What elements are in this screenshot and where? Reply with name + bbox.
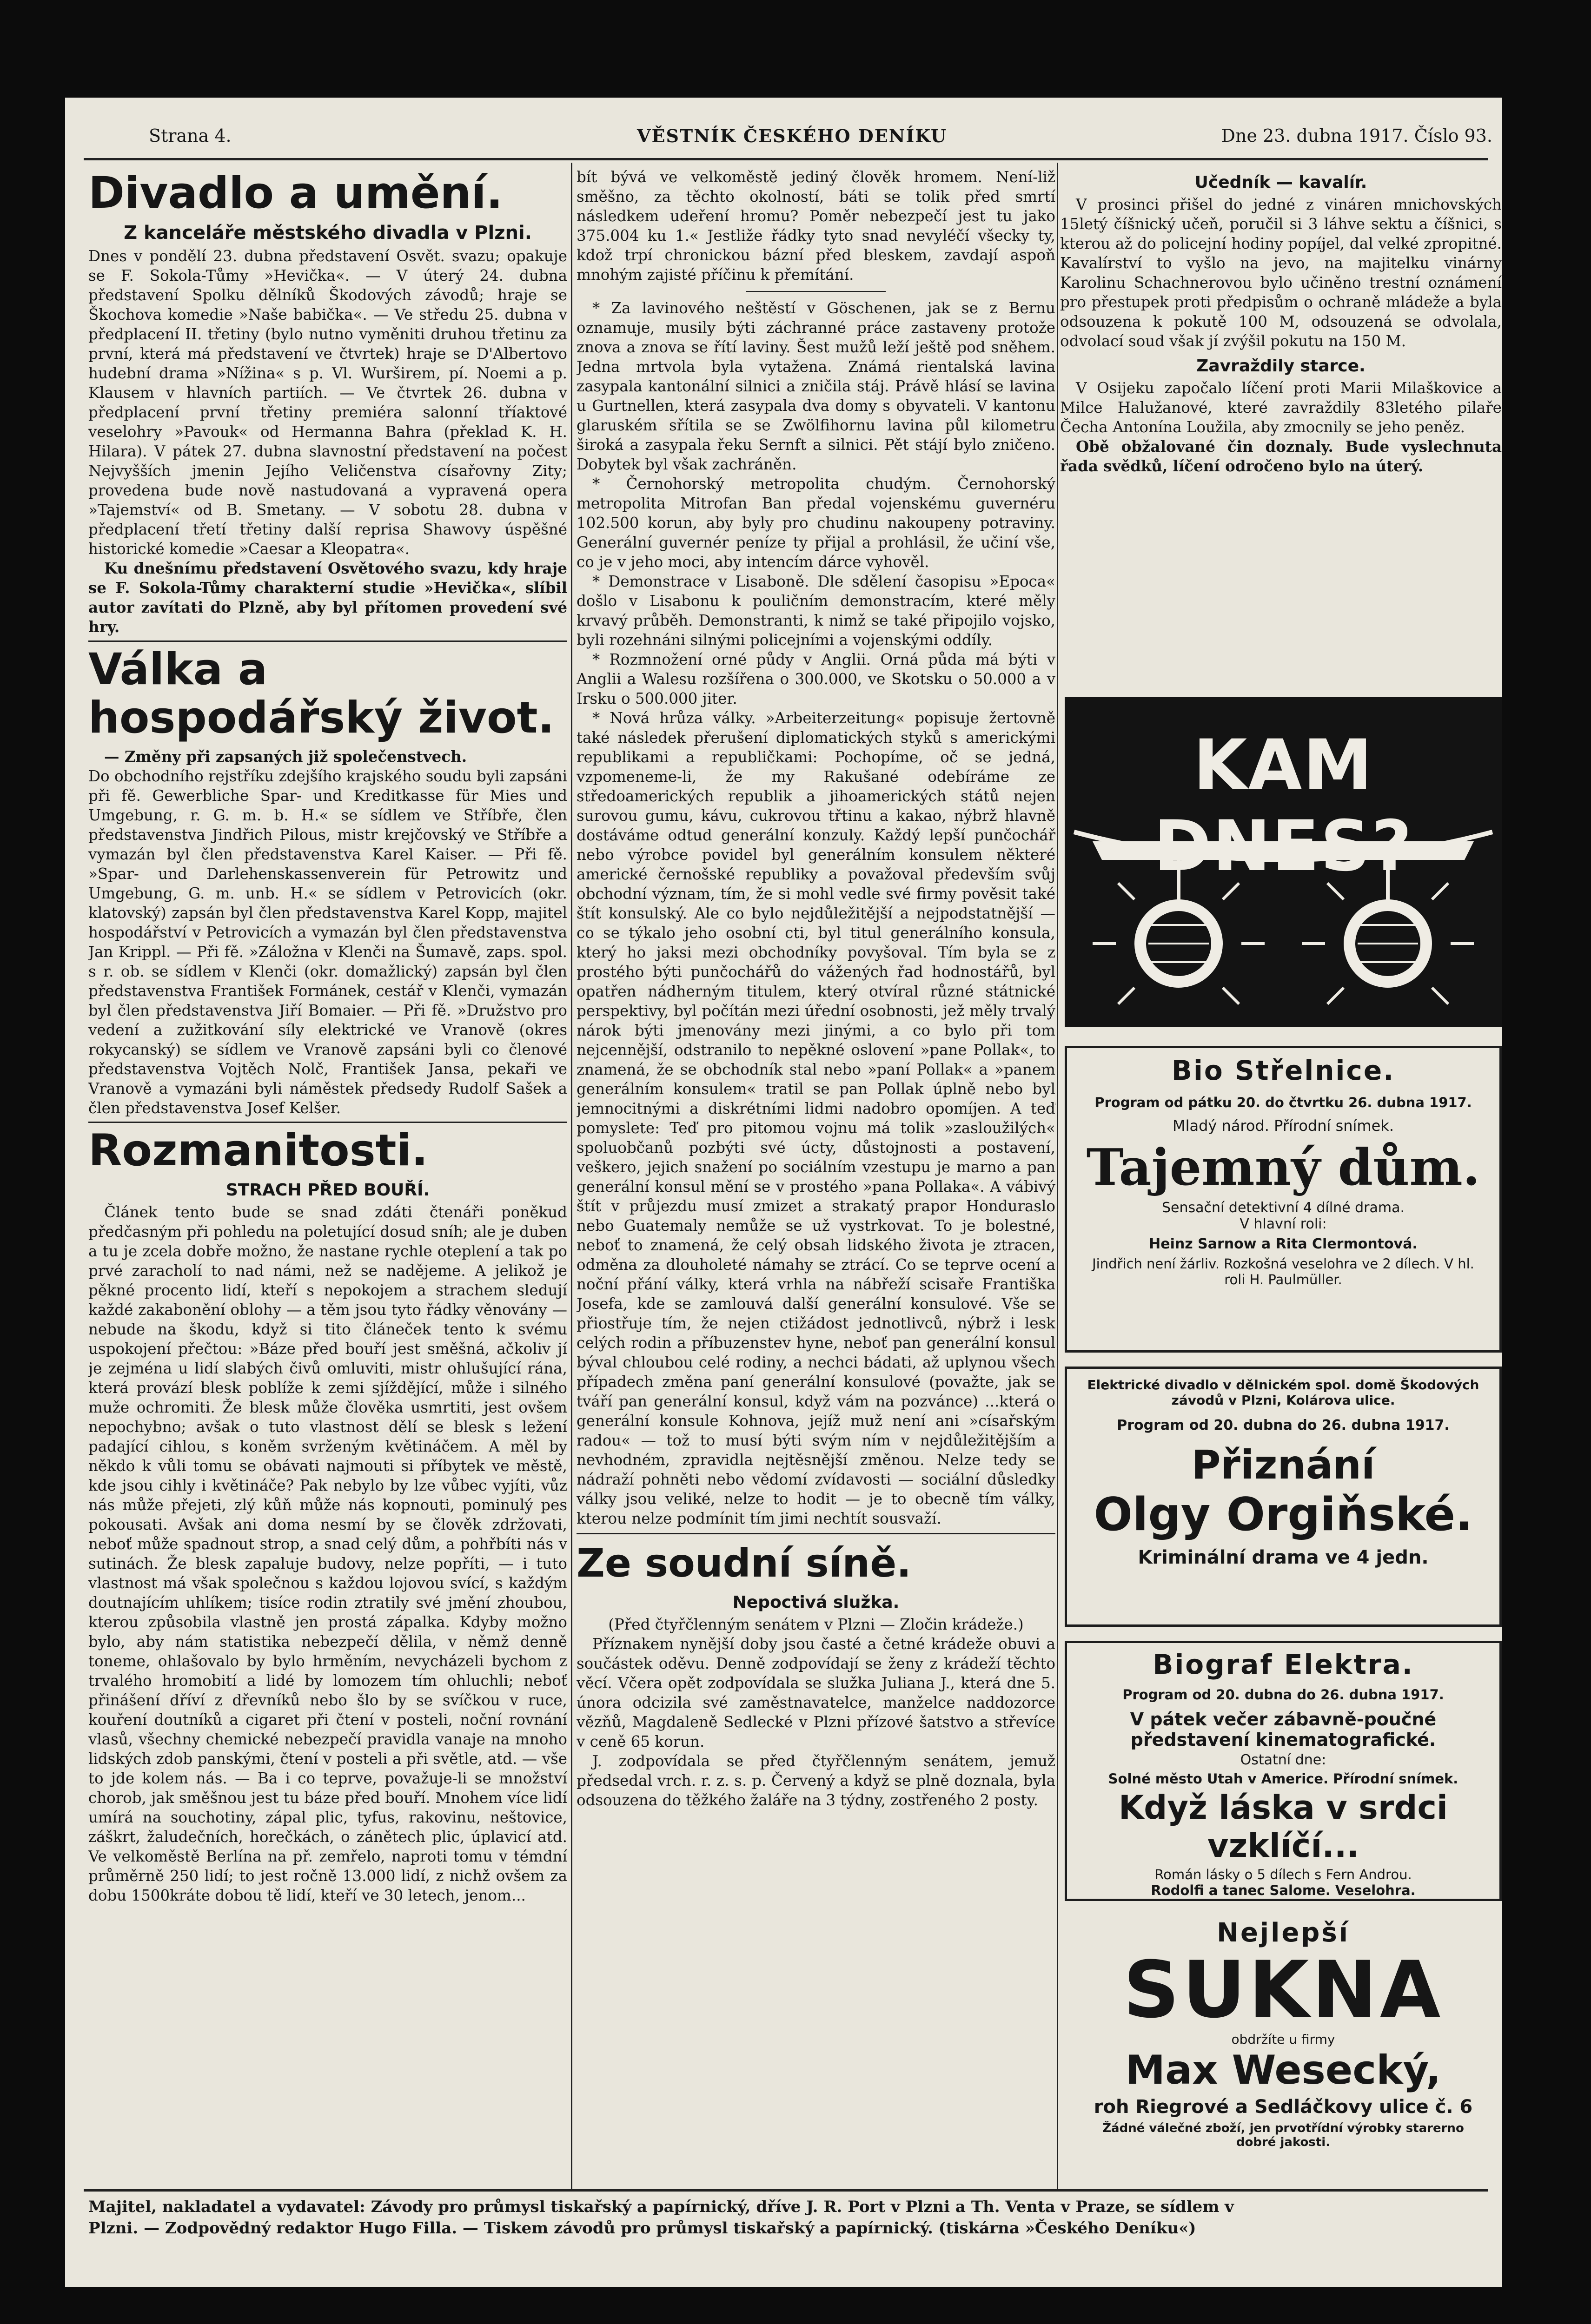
zavrazdily-text: V Osijeku započalo líčení proti Marii Milaškovice a Milce Halužanové, které zavraždily 83letého pilaře Čecha Antonína Loužila, aby zmocnily se jeho peněz. — [1060, 379, 1502, 436]
rozmanitosti-subheading: STRACH PŘED BOUŘÍ. — [225, 1181, 430, 1200]
hruza-article: * Nová hrůza války. »Arbeiterzeitung« popisuje žertovně také následek přerušení diplomatických styků s americkými republikami a republičkami: Pochopíme, oč se jedná, vzpomeneme-li, že my Rakušané odebíráme ze středoamerických republik a jihoamerických států nejen surovou gumu, kávu, cukrovou třtinu a kakao, nýbrž hlavně dostáváme odtud generální konzuly. Každý lepší punčochář nebo výrobce povidel byl generálním konsulem některé americké černošské republiky a považoval především svůj obchodní význam, tím, že si mohl vedle své firmy pověsit také štít konsulský. Ale co bylo nejdůležitější a nejpodstatnější — co se týkalo jeho osobní cti, byl titul generálního konsula, který ho jaksi mezi obchodníky povyšoval. Tím byla se z prostého býti punčochářů do vážených řad hodnostářů, byl opatřen nádherným titulem, který otvíral různé státnické perspektivy, byl počítán mezi úřední osobnosti, jež měly trvalý nárok býti jmenovány mezi jinými, a co bylo při tom nejcennější, odstranilo to nepěkné oslovení »pane Pollak«, to znamená, že se obchodník stal nebo »paní Pollak« a »panem generálním konsulem« tratil se pan Pollak úplně nebo byl jemnocitnými a diskrétními lidmi nadobro opomíjen. A teď pomyslete: Teď pro pitomou vojnu má tolik »zasloužilých« spoluobčanů pozbýti své úcty, důstojnosti a postavení, veškero, jejich snažení po sociálním vzestupu je marno a pan generální konsul mění se v prostého »pana Pollaka«. A vábivý štít v průjezdu musí zmizet a strakatý prapor Honduraslo nebo Guatemaly nemůže se už vystrkovat. To je bolestné, neboť to znamená, že celý obsah lidského života je ztracen, odměna za dlouholeté námahy se ztrácí. Co se teprve ocení a noční přání války, která vrhla na nábřeží scisaře Františka Josefa, kde se zamlouvá další generální konsulové. Vše se přiostřuje tím, že nejen ctižádost jednotlivců, nýbrž i lesk celých rodin a příbuzenstev hyne, neboť pan generální konsul býval chloubou celé rodiny, a nechci bádati, až uplynou všech případech změna paní generální konsulové (považte, jak se tváří pan generální konsul, když vám na pozvánce) ...která o generální konsule Kohnova, jejíž muž není ani »císařským radou« — tož to musí býti svým ním v nejdůležitějším a nevhodném, zpravidla nejtěsnější změnou. Nelze tedy se nádraží pohněti nebo vědomí zvídavosti — sociální důsledky války jsou veliké, nelze to hodit — je to obecně tím války, kterou nelze podmínit tím jimi nechtít sousvaží. — [577, 709, 1055, 1527]
ad-sukna — [1065, 1915, 1502, 2175]
sukna-address: roh Riegrové a Sedláčkovy ulice č. 6 — [1094, 2096, 1473, 2118]
ucednik-heading: Učedník — kavalír. — [1194, 173, 1367, 192]
sukna-mid: obdržíte u firmy — [1231, 2032, 1335, 2047]
skoda-feature-2: Olgy Orgiňské. — [1094, 1488, 1473, 1541]
page-number: Strana 4. — [149, 125, 232, 146]
lisabon-article: * Demonstrace v Lisaboně. Dle sdělení časopisu »Epoca« došlo v Lisabonu k pouličním demonstracím, které měly krvavý průběh. Demonstranti, k nimž se také připojilo vojsko, byli rozehnáni silnými policejními a vojenskými oddíly. — [577, 573, 1055, 649]
skoda-program: Program od 20. dubna do 26. dubna 1917. — [1117, 1417, 1450, 1433]
footer-line-1: Majitel, nakladatel a vydavatel: Závody pro průmysl tiskařský a papírnický, dříve J. R. Port v Plzni a Th. Venta v Praze, se sídlem v — [88, 2198, 1234, 2216]
valka-subheading: — Změny při zapsaných již společenstvech. — [104, 747, 467, 766]
column-3-text — [1060, 167, 1502, 688]
divider — [746, 291, 886, 292]
bio-strelnice-line2: Sensační detektivní 4 dílné drama. — [1162, 1200, 1405, 1216]
soud-subheading: Nepoctivá služka. — [732, 1593, 900, 1612]
divider — [577, 1533, 1055, 1534]
elektra-line4: Román lásky o 5 dílech s Fern Androu. — [1154, 1867, 1412, 1882]
rozmanitosti-text: Článek tento bude se snad zdáti čtenáři poněkud předčasným při pohledu na poletující dosud sníh; ale je duben a tu je zcela dobře možno, že nastane rychle oteplení a tak po prvé zaracholí to nad námi, než se nadějeme. A jelikož je pěkné procento lidí, kteří s nepokojem a strachem sledují každé zakabonění oblohy — a těm jsou tyto řádky věnovány — nebude na škodu, když si tito článeček tento k svému uspokojení přečtou: »Báze před bouří jest směšná, ačkoliv jí je zejména u lidí slabých čivů omluviti, mistr ohlušující rána, která provází blesk poblíže k zemi sjíždějící, může i silného muže ochromiti. Že blesk může člověka usmrtiti, jest ovšem nepochybno; avšak o tuto vlastnost dělí se blesk s ležení padající cihlou, s koněm svrženým květináčem. A měl by někdo k vůli tomu se obávati najmouti si příbytek ve městě, kde jsou cihly i květináče? Pak nebylo by lze vůbec vyjíti, vůz nás může přejeti, zlý kůň může nás kopnouti, pominulý pes pokousati. Avšak ani doma nesmí by se člověk zdržovati, neboť může spadnout strop, a snad celý dům, a pohřbíti nás v sutinách. Že blesk zapaluje budovy, nelze popříti, — i tuto vlastnost má však společnou s každou lojovou svící, s každým doutnajícím uhlíkem; tisíce rodin ztratily své jmění zhoubou, kterou způsobila vlastně jen prostá zápalka. Kdyby možno bylo, aby nám statistika nebezpečí dělila, v němž denně toneme, ohlašovalo by bylo hrměním, nevycházeli bychom z trvalého hromobití a lidé by lomozem tím ohluchli; neboť přinášení dříví z dřevníků nebo šlo by se svíčkou v ruce, kouření doutníků a cigaret při čtení v posteli, noční rovnání vlasů, všechny chemické nebezpečí pravidla vanaje na mnoho lidských zdob panskými, čtení v posteli a při světle, atd. — vše to jde kolem nás. — Ba i co teprve, považuje-li se množství chorob, jak směšnou jest tu báze před bouří. Mnohem více lidí umírá na souchotiny, zápal plic, tyfus, rakovinu, neštovice, záškrt, žaludečních, horečkách, o zánětech plic, úplavicí atd. Ve velkoměstě Berlína na př. zemřelo, naproti tomu v témdní průměrně 250 lidí; to jest ročně 13.000 lidí, z nichž ovšem za dobu 1500kráte dobou tě lidí, kteří ve 30 letech, jenom... — [88, 1203, 567, 1904]
soud-text: Příznakem nynější doby jsou časté a četné krádeže obuvi a součástek oděvu. Denně zodpovídají se ženy z krádeží těchto věcí. Včera opět zodpovídala se služka Juliana J., která dne 5. února odcizila své zaměstnavatelce, manželce naddozorce vězňů, Magdaleně Sedlecké v Plzni přízové šatstvo a střevíce v ceně 65 korun. — [577, 1635, 1055, 1750]
lavina-article: * Za lavinového neštěstí v Göschenen, jak se z Bernu oznamuje, musily býti záchranné práce zastaveny protože znova a znova se řítí laviny. Šest mužů leží ještě pod sněhem. Jedna mrtvola byla vytažena. Známá rientalská lavina zasypala kantonální silnici a zničila stáj. Právě hlásí se lavina u Gurtnellen, která zasypala dva domy s obyvateli. V kantonu glaruském sřítila se se Zwölfihornu lavina půl kilometru široká a zasypala řeku Sernft a silnici. Pět stájí bylo zničeno. Dobytek byl však zachráněn. — [577, 299, 1055, 473]
rozmanitosti-heading: Rozmanitosti. — [88, 1125, 428, 1176]
lamp-ornament-icon — [1065, 823, 1502, 1027]
soud-text-2: J. zodpovídala se před čtyřčlenným senátem, jemuž předsedal vrch. r. z. s. p. Červený a když se plně doznala, byla odsouzena do těžkého žaláře na 3 týdny, zostřeného 2 posty. — [577, 1752, 1055, 1809]
kam-dnes-title: KAM — [1193, 725, 1373, 806]
skoda-feature-1: Přiznání — [1191, 1442, 1375, 1488]
bio-strelnice-line5: Jindřich není žárliv. Rozkošná veselohra ve 2 dílech. V hl. roli H. Paulmüller. — [1092, 1256, 1474, 1287]
bio-strelnice-line3: V hlavní roli: — [1240, 1216, 1327, 1232]
masthead: VĚSTNÍK ČESKÉHO DENÍKU — [637, 125, 948, 146]
continued-text: bít bývá ve velkoměstě jediný člověk hromem. Není-liž směšno, za těchto okolností, báti se tolik před smrtí následkem udeření hromu? Poměr nebezpečí jest tu jako 375.004 ku 1.« Jestliže řádky tyto snad nevyléčí všecky ty, kdož trpí chronickou bázní před bleskem, zavdají aspoň mnohým zajisté příčinu k přemítání. — [577, 168, 1055, 284]
elektra-line2: Ostatní dne: — [1240, 1752, 1326, 1768]
kam-dnes-banner — [1065, 697, 1502, 1027]
bio-strelnice-title: Bio Střelnice. — [1171, 1055, 1395, 1086]
divider — [88, 640, 567, 642]
skoda-genre: Kriminální drama ve 4 jedn. — [1138, 1547, 1429, 1568]
zavrazdily-heading: Zavraždily starce. — [1196, 357, 1366, 376]
header-rule — [84, 158, 1488, 160]
sukna-name: Max Wesecký, — [1125, 2047, 1441, 2093]
ucednik-text: V prosinci přišel do jedné z vináren mnichovských 15letý číšnický učeň, poručil si 3 láhve sektu a číšnici, s kterou až do policejní hodiny popíjel, dal velké zpropitné. Kavalírství to vyšlo na jevo, na majitelku vinárny Karolinu Schachnerovou bylo učiněno trestní oznámení pro přestupek proti předpisům o ochraně mládeže a byla odsouzena k pokutě 100 M, odsouzená se odvolala, odvolací soud však jí zvýšil pokutu na 150 M. — [1060, 196, 1502, 350]
valka-heading: Válka a hospodářský život. — [88, 644, 555, 743]
divadlo-heading: Divadlo a umění. — [88, 168, 503, 218]
column-rule-2 — [1057, 163, 1058, 2189]
ad-biograf-elektra — [1065, 1641, 1502, 1901]
puda-article: * Rozmnožení orné půdy v Anglii. Orná půda má býti v Anglii a Walesu rozšířena o 300.000, ve Skotsku o 50.000 a v Irsku o 500.000 jiter. — [577, 651, 1055, 707]
footer-line-2: Plzni. — Zodpovědný redaktor Hugo Filla. — Tiskem závodů pro průmysl tiskařský a papírnický. (tiskárna »Českého Deníku«) — [88, 2219, 1196, 2238]
page-header — [65, 125, 1502, 158]
divider — [88, 1122, 567, 1123]
elektra-title: Biograf Elektra. — [1153, 1649, 1414, 1680]
zavrazdily-text-2: Obě obžalované čin doznaly. Bude vyslechnuta řada svědků, líčení odročeno bylo na úterý. — [1060, 437, 1502, 475]
elektra-line3: Solné město Utah v Americe. Přírodní snímek. — [1108, 1771, 1458, 1787]
sukna-note: Žádné válečné zboží, jen prvotřídní výrobky starerno dobré jakosti. — [1102, 2121, 1464, 2149]
soud-heading: Ze soudní síně. — [577, 1540, 912, 1586]
elektra-line1: V pátek večer zábavně-poučné představení kinematografické. — [1130, 1709, 1437, 1750]
soud-subheading-2: (Před čtyřčlenným senátem v Plzni — Zločin krádeže.) — [608, 1616, 1024, 1633]
metropolita-article: * Černohorský metropolita chudým. Černohorský metropolita Mitrofan Ban předal vojenskému guvernéru 102.500 korun, aby byly pro chudinu nakoupeny potraviny. Generální guvernér peníze ty přijal a prohlásil, že učiní vše, co je v jeho moci, aby intencím dárce vyhověl. — [577, 475, 1055, 571]
date-issue: Dne 23. dubna 1917. Číslo 93. — [1221, 125, 1492, 146]
column-2 — [577, 167, 1055, 2180]
elektra-program: Program od 20. dubna do 26. dubna 1917. — [1122, 1687, 1444, 1703]
sukna-top: Nejlepší — [1217, 1918, 1350, 1948]
column-1 — [88, 167, 567, 2180]
skoda-intro: Elektrické divadlo v dělnickém spol. domě Škodových závodů v Plzni, Kolárova ulice. — [1087, 1377, 1479, 1408]
bio-strelnice-feature: Tajemný dům. — [1086, 1138, 1480, 1197]
ad-skoda-divadlo — [1065, 1367, 1502, 1627]
newspaper-page — [65, 98, 1502, 2287]
footer-rule — [84, 2189, 1488, 2192]
divadlo-subheading: Z kanceláře městského divadla v Plzni. — [124, 222, 532, 244]
bio-strelnice-line4: Heinz Sarnow a Rita Clermontová. — [1149, 1236, 1418, 1252]
sukna-big: SUKNA — [1123, 1944, 1444, 2035]
column-rule-1 — [571, 163, 572, 2189]
bio-strelnice-program: Program od pátku 20. do čtvrtku 26. dubna 1917. — [1094, 1095, 1472, 1110]
elektra-line5: Rodolfi a tanec Salome. Veselohra. — [1151, 1882, 1416, 1898]
bio-strelnice-line1: Mladý národ. Přírodní snímek. — [1173, 1117, 1394, 1135]
divadlo-text: Dnes v pondělí 23. dubna představení Osvět. svazu; opakuje se F. Sokola-Tůmy »Hevička«. — V úterý 24. dubna představení Spolku dělníků Škodových závodů; hraje se Škochova komedie »Naše babička«. — Ve středu 25. dubna v předplacení II. třetiny (bylo nutno vyměniti druhou třetinu za první, která má představení ve čtvrtek) hraje se D'Albertovo hudební drama »Nížina« s p. Vl. Wurširem, pí. Noemi a p. Klausem v hlavních partiích. — Ve čtvrtek 26. dubna v předplacení první třetiny premiéra salonní tříaktové veselohry »Pavouk« od Hermanna Bahra (překlad K. H. Hilara). V pátek 27. dubna slavnostní představení na počest Nejvyšších jmenin Jejího Veličenstva císařovny Zity; provedena bude nově nastudovaná a vypravená opera »Tajemství« od B. Smetany. — V sobotu 28. dubna v předplacení třetí třetiny další reprisa Shawovy úspěšné historické komedie »Caesar a Kleopatra«. — [88, 247, 567, 558]
divadlo-text-2: Ku dnešnímu představení Osvětového svazu, kdy hraje se F. Sokola-Tůmy charakterní studie »Hevička«, slíbil autor zavítati do Plzně, aby byl přítomen provedení své hry. — [88, 559, 567, 636]
elektra-feature: Když láska v srdci vzklíčí... — [1119, 1789, 1448, 1865]
ad-bio-strelnice — [1065, 1046, 1502, 1353]
footer-imprint — [88, 2196, 1478, 2239]
valka-text: Do obchodního rejstříku zdejšího krajského soudu byli zapsáni při fě. Gewerbliche Spar- und Kreditkasse für Mies und Umgebung, r. G. m. b. H.« se sídlem ve Stříbře, člen představenstva Jindřich Pilous, mistr krejčovský ve Stříbře a vymazán byl člen představenstva Karel Kaiser. — Při fě. »Spar- und Darlehenskassenverein für Petrowitz und Umgebung, G. m. unb. H.« se sídlem v Petrovicích (okr. klatovský) zapsán byl člen představenstva Karel Kopp, majitel hospodářství v Petrovicích a vymazán byl člen představenstva Jan Krippl. — Při fě. »Záložna v Klenči na Šumavě, zaps. spol. s r. ob. se sídlem v Klenči (okr. domažlický) zapsán byl člen představenstva František Formánek, cestář v Klenči, vymazán byl člen představenstva Jiří Bomaier. — Při fě. »Družstvo pro vedení a zužitkování síly elektrické ve Vranově (okres rokycanský) se sídlem ve Vranově zapsáni byli co členové představenstva Vojtěch Nolč, František Jansa, pekaři ve Vranově a vymazáni byli náměstek předsedy Rudolf Sašek a člen představenstva Josef Kelšer. — [88, 767, 567, 1117]
